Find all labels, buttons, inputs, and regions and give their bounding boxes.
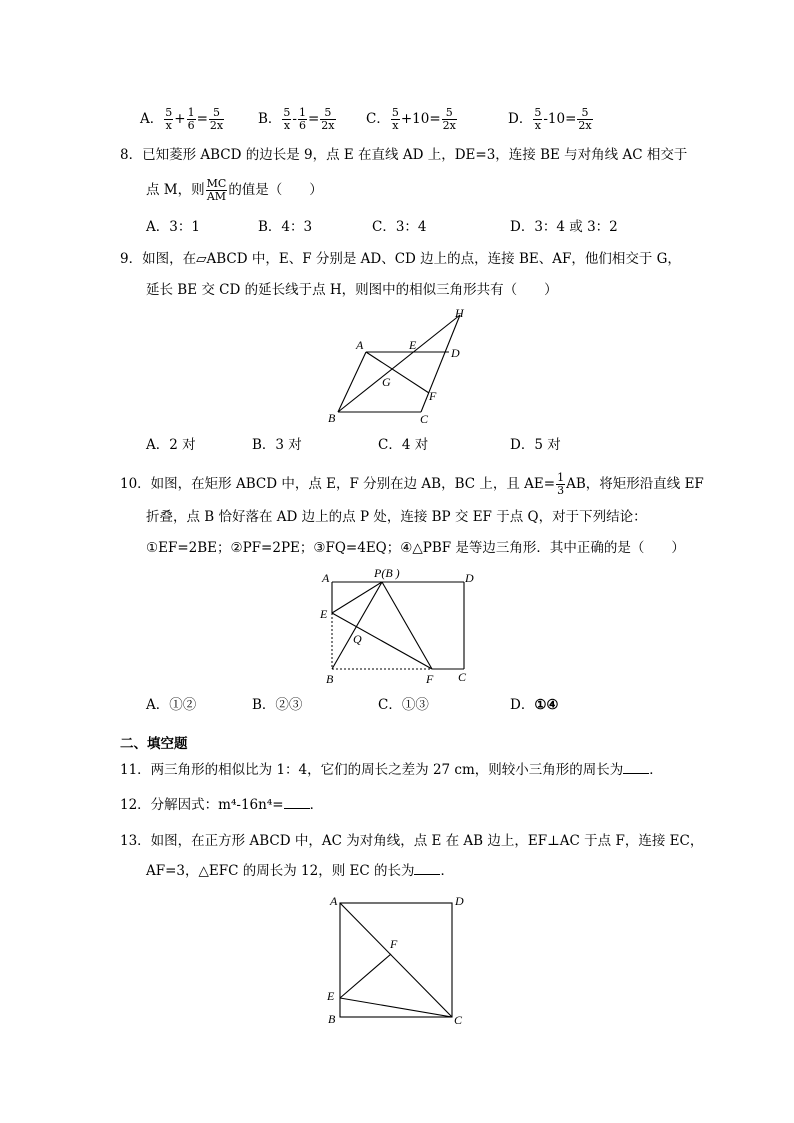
label-f: F — [426, 672, 434, 686]
q10-rectangle-figure — [312, 562, 487, 692]
q8-line1: 8．已知菱形 ABCD 的边长是 9，点 E 在直线 AD 上，DE=3，连接 BE 与对角线 AC 相交于 — [120, 147, 688, 163]
label-d: D — [455, 894, 464, 908]
label-b: B — [328, 1012, 336, 1026]
label-a: A — [330, 894, 338, 908]
fraction: $\frac{5}{x}$ — [283, 106, 291, 132]
answer-blank[interactable] — [414, 862, 440, 875]
q9-line1: 9．如图，在▱ABCD 中，E、F 分别是 AD、CD 边上的点，连接 BE、AF，他们相交于 G， — [120, 251, 681, 267]
segment-bh — [338, 315, 460, 412]
segment-ab — [338, 352, 366, 412]
fraction: $\frac{5}{x}$ — [534, 106, 542, 132]
segment-bp — [332, 582, 382, 669]
label-f: F — [429, 389, 437, 403]
option-d-answer: ①④ — [534, 697, 559, 713]
segment-ep — [332, 582, 382, 613]
fraction: $\frac{5}{2x}$ — [209, 106, 224, 132]
q8-option-a[interactable]: A．3：1 — [146, 219, 200, 235]
label-h: H — [455, 306, 464, 320]
label-p: P(B ) — [374, 566, 400, 580]
q10-option-d[interactable]: D．①④ — [510, 697, 559, 713]
label-d: D — [451, 346, 460, 360]
section-title-fill-blanks: 二、填空题 — [120, 736, 188, 752]
answer-blank[interactable] — [284, 796, 310, 809]
q7-option-b[interactable]: B． $\frac{5}{x}$ - $\frac{1}{6}$ = $\frac{5}{2x}$ — [258, 106, 335, 132]
q11-text: 11．两三角形的相似比为 1：4，它们的周长之差为 27 cm，则较小三角形的周长为 ． — [120, 762, 663, 778]
q10-option-a[interactable]: A．①② — [146, 697, 197, 713]
label-f: F — [390, 937, 398, 951]
label-e: E — [320, 607, 328, 621]
q7-option-a[interactable]: A． $\frac{5}{x}$ + $\frac{1}{6}$ = $\frac{5}{2x}$ — [140, 106, 224, 132]
q8-option-c[interactable]: C．3：4 — [372, 219, 427, 235]
fraction: $\frac{5}{x}$ — [165, 106, 173, 132]
diagonal-ac — [340, 903, 452, 1017]
fraction: $\frac{5}{2x}$ — [442, 106, 456, 132]
q8-option-b[interactable]: B．4：3 — [258, 219, 313, 235]
q13-square-figure — [320, 888, 480, 1033]
q8-option-d[interactable]: D．3：4 或 3：2 — [510, 219, 618, 235]
label-g: G — [382, 375, 391, 389]
q10-line3: ①EF=2BE；②PF=2PE；③FQ=4EQ；④△PBF 是等边三角形．其中正确的是（ ） — [146, 540, 685, 556]
segment-ef — [332, 613, 432, 669]
q13-line2: AF=3，△EFC 的周长为 12，则 EC 的长为 ． — [146, 863, 454, 879]
segment-ef — [340, 954, 391, 998]
q9-option-d[interactable]: D．5 对 — [510, 437, 561, 453]
fraction: $\frac{5}{2x}$ — [578, 106, 592, 132]
q7-option-c[interactable]: C． $\frac{5}{x}$ +10= $\frac{5}{2x}$ — [366, 106, 456, 132]
segment-ec — [340, 998, 452, 1017]
q9-option-c[interactable]: C．4 对 — [378, 437, 429, 453]
label-b: B — [328, 411, 336, 425]
label-d: D — [465, 571, 474, 585]
q7-option-d[interactable]: D． $\frac{5}{x}$ -10= $\frac{5}{2x}$ — [508, 106, 592, 132]
fraction: $\frac{1}{6}$ — [187, 106, 195, 132]
label-c: C — [454, 1013, 463, 1027]
q10-option-c[interactable]: C．①③ — [378, 697, 429, 713]
q10-option-b[interactable]: B．②③ — [252, 697, 303, 713]
fraction: $\frac{5}{2x}$ — [321, 106, 335, 132]
label-q: Q — [353, 632, 362, 646]
q9-option-a[interactable]: A．2 对 — [146, 437, 196, 453]
q9-parallelogram-figure — [320, 305, 490, 430]
q10-line2: 折叠，点 B 恰好落在 AD 边上的点 P 处，连接 BP 交 EF 于点 Q，对于下列结论： — [146, 509, 647, 525]
fraction-mc-am: $\frac{MC}{AM}$ — [206, 177, 227, 203]
q9-line2: 延长 BE 交 CD 的延长线于点 H，则图中的相似三角形共有（ ） — [146, 282, 558, 298]
label-a: A — [356, 338, 364, 352]
label-a: A — [322, 571, 330, 585]
label-c: C — [420, 412, 429, 426]
q9-option-b[interactable]: B．3 对 — [252, 437, 302, 453]
segment-af — [366, 352, 429, 393]
q10-line1: 10．如图，在矩形 ABCD 中，点 E，F 分别在边 AB，BC 上，且 AE= $\frac{1}{3}$ AB，将矩形沿直线 EF — [120, 471, 704, 497]
label-e: E — [327, 989, 335, 1003]
segment-ch — [421, 315, 460, 412]
segment-pf — [382, 582, 432, 669]
fraction-one-third: $\frac{1}{3}$ — [557, 471, 565, 497]
fraction: $\frac{1}{6}$ — [298, 106, 306, 132]
q8-line2: 点 M，则 $\frac{MC}{AM}$ 的值是（ ） — [146, 177, 323, 203]
q13-line1: 13．如图，在正方形 ABCD 中，AC 为对角线，点 E 在 AB 边上，EF⊥AC 于点 F，连接 EC， — [120, 833, 704, 849]
fraction: $\frac{5}{x}$ — [391, 106, 399, 132]
label-c: C — [458, 670, 467, 684]
label-b: B — [326, 672, 334, 686]
label-e: E — [409, 338, 417, 352]
answer-blank[interactable] — [623, 761, 649, 774]
q12-text: 12．分解因式：m⁴-16n⁴= ． — [120, 797, 324, 813]
